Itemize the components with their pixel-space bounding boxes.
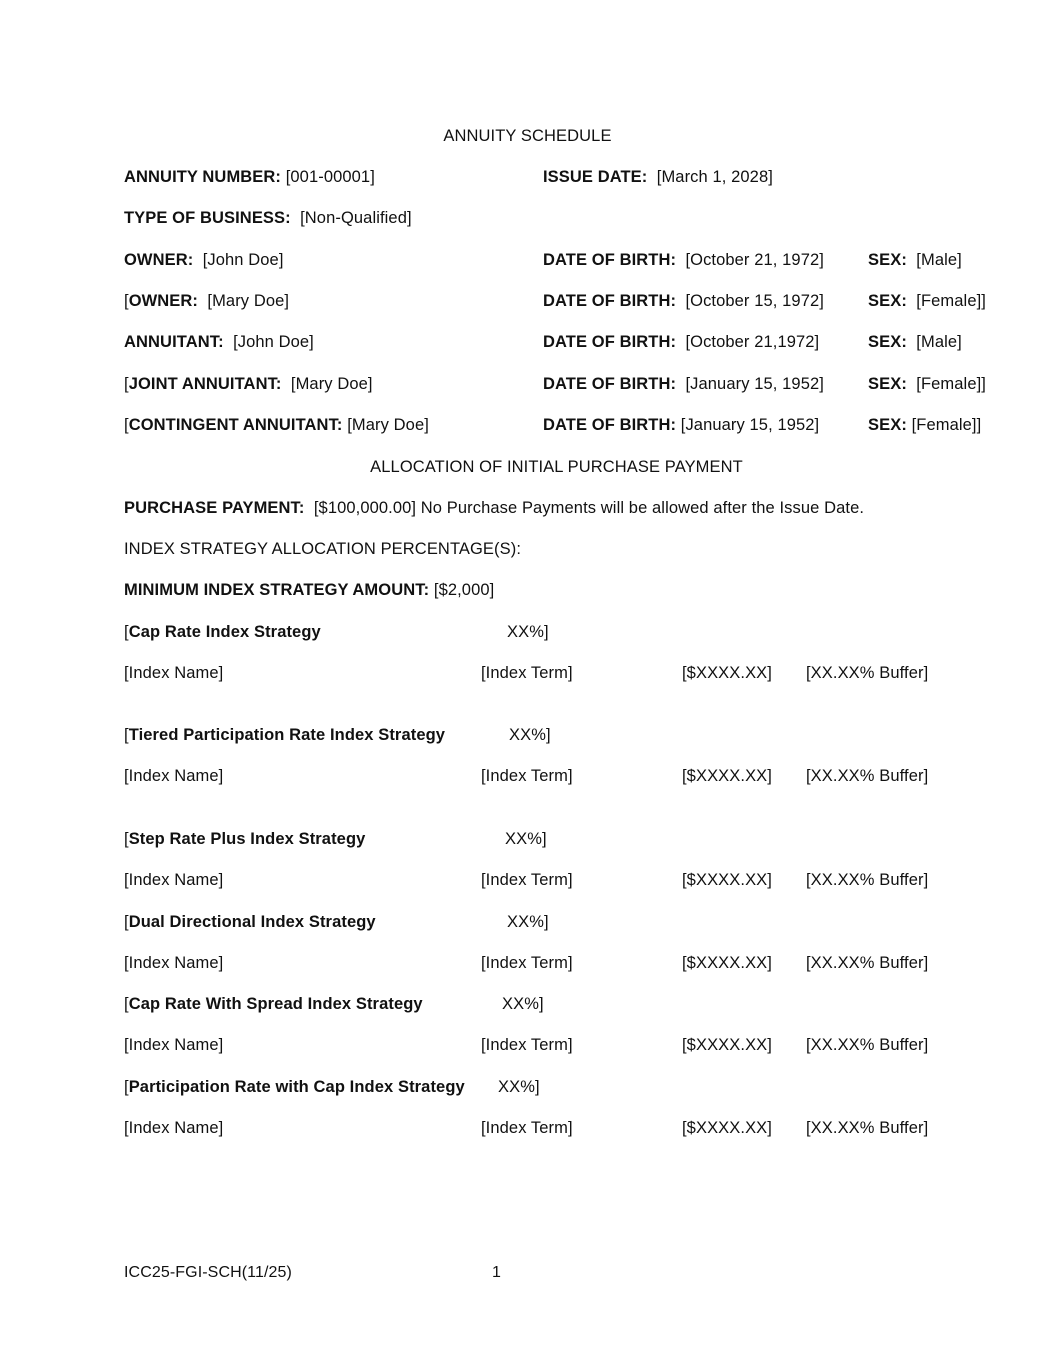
index-amount: [$XXXX.XX] [682, 664, 772, 682]
index-name: [Index Name] [124, 664, 224, 682]
party-name: [Mary Doe] [207, 292, 290, 310]
sex-label: SEX: [868, 333, 907, 351]
annuity-number-label: ANNUITY NUMBER: [124, 168, 282, 186]
sex-label: SEX: [868, 251, 907, 269]
strategy-name: Dual Directional Index Strategy [128, 913, 376, 931]
party-sex [868, 374, 986, 394]
party-sex [868, 291, 986, 311]
strategy-title [124, 912, 376, 932]
strategy-bracket: [ [124, 995, 129, 1013]
index-name: [Index Name] [124, 954, 224, 972]
dob-value: [October 15, 1972] [685, 292, 824, 310]
sex-label: SEX: [868, 292, 907, 310]
strategy-title [124, 725, 445, 745]
type-of-business-label: TYPE OF BUSINESS: [124, 209, 291, 227]
sex-value: [Male] [916, 333, 962, 351]
index-amount: [$XXXX.XX] [682, 954, 772, 972]
form-number: ICC25-FGI-SCH(11/25) [124, 1264, 292, 1281]
purchase-payment-label: PURCHASE PAYMENT: [124, 499, 305, 517]
sex-value: [Female]] [916, 292, 986, 310]
strategy-bracket: [ [124, 913, 129, 931]
strategy-percentage: XX%] [502, 995, 544, 1013]
party-row-annuitant [124, 332, 314, 352]
sex-value: [Female]] [916, 375, 986, 393]
index-name: [Index Name] [124, 871, 224, 889]
dob-label: DATE OF BIRTH: [543, 251, 677, 269]
sex-value: [Female]] [911, 416, 982, 434]
party-sex [868, 250, 962, 270]
annuity-number-row [124, 167, 375, 187]
index-amount: [$XXXX.XX] [682, 767, 772, 785]
strategy-percentage: XX%] [507, 623, 549, 641]
strategy-percentage: XX%] [509, 726, 551, 744]
strategy-bracket: [ [124, 1078, 129, 1096]
party-name: [Mary Doe] [347, 416, 429, 434]
page-title: ANNUITY SCHEDULE [443, 127, 612, 145]
party-row-contingent-annuitant [124, 415, 429, 435]
party-dob [543, 332, 819, 352]
party-bracket: [ [124, 416, 129, 434]
issue-date-value: [March 1, 2028] [656, 168, 773, 186]
purchase-payment-row [124, 498, 864, 518]
strategy-bracket: [ [124, 830, 129, 848]
party-bracket: [ [124, 292, 129, 310]
purchase-payment-value: [$100,000.00] [313, 499, 417, 517]
index-amount: [$XXXX.XX] [682, 1119, 772, 1137]
annuity-number-value: [001-00001] [285, 168, 375, 186]
strategy-title [124, 1077, 465, 1097]
party-row-joint-owner [124, 291, 289, 311]
dob-value: [October 21,1972] [685, 333, 820, 351]
index-name: [Index Name] [124, 1036, 224, 1054]
party-row-owner [124, 250, 284, 270]
issue-date-label: ISSUE DATE: [543, 168, 648, 186]
party-dob [543, 250, 824, 270]
minimum-index-strategy-row [124, 580, 494, 600]
index-buffer: [XX.XX% Buffer] [806, 871, 929, 889]
index-amount: [$XXXX.XX] [682, 871, 772, 889]
party-name: [John Doe] [233, 333, 314, 351]
index-term: [Index Term] [481, 767, 573, 785]
page-number: 1 [492, 1264, 501, 1281]
party-name: [Mary Doe] [290, 375, 373, 393]
party-sex [868, 332, 962, 352]
type-of-business-value: [Non-Qualified] [300, 209, 412, 227]
dob-label: DATE OF BIRTH: [543, 416, 677, 434]
dob-value: [October 21, 1972] [685, 251, 824, 269]
strategy-title [124, 994, 423, 1014]
strategy-name: Tiered Participation Rate Index Strategy [128, 726, 446, 744]
party-dob [543, 374, 824, 394]
strategy-bracket: [ [124, 623, 129, 641]
strategy-title [124, 829, 365, 849]
party-label: ANNUITANT: [124, 333, 224, 351]
dob-label: DATE OF BIRTH: [543, 292, 677, 310]
strategy-name: Cap Rate With Spread Index Strategy [128, 995, 423, 1013]
dob-value: [January 15, 1952] [680, 416, 820, 434]
strategy-name: Step Rate Plus Index Strategy [128, 830, 366, 848]
strategy-bracket: [ [124, 726, 129, 744]
index-amount: [$XXXX.XX] [682, 1036, 772, 1054]
strategy-name: Participation Rate with Cap Index Strategy [128, 1078, 465, 1096]
party-bracket: [ [124, 375, 129, 393]
index-term: [Index Term] [481, 1036, 573, 1054]
index-name: [Index Name] [124, 767, 224, 785]
party-label: OWNER: [128, 292, 199, 310]
party-sex [868, 415, 981, 435]
type-of-business-row [124, 208, 412, 228]
party-dob [543, 291, 824, 311]
party-name: [John Doe] [202, 251, 284, 269]
index-buffer: [XX.XX% Buffer] [806, 954, 929, 972]
strategy-title [124, 622, 321, 642]
strategy-percentage: XX%] [507, 913, 549, 931]
dob-label: DATE OF BIRTH: [543, 375, 677, 393]
sex-label: SEX: [868, 416, 907, 434]
purchase-payment-note: No Purchase Payments will be allowed after the Issue Date. [420, 499, 865, 517]
minimum-index-strategy-label: MINIMUM INDEX STRATEGY AMOUNT: [124, 581, 430, 599]
index-buffer: [XX.XX% Buffer] [806, 767, 929, 785]
strategy-name: Cap Rate Index Strategy [128, 623, 321, 641]
sex-value: [Male] [916, 251, 962, 269]
party-row-joint-annuitant [124, 374, 373, 394]
index-buffer: [XX.XX% Buffer] [806, 1036, 929, 1054]
dob-label: DATE OF BIRTH: [543, 333, 677, 351]
index-term: [Index Term] [481, 1119, 573, 1137]
strategy-percentage: XX%] [498, 1078, 540, 1096]
index-buffer: [XX.XX% Buffer] [806, 664, 929, 682]
strategy-percentage: XX%] [505, 830, 547, 848]
party-label: OWNER: [124, 251, 194, 269]
allocation-heading: ALLOCATION OF INITIAL PURCHASE PAYMENT [370, 458, 743, 476]
party-dob [543, 415, 819, 435]
index-term: [Index Term] [481, 871, 573, 889]
party-label: CONTINGENT ANNUITANT: [128, 416, 343, 434]
sex-label: SEX: [868, 375, 907, 393]
index-buffer: [XX.XX% Buffer] [806, 1119, 929, 1137]
issue-date-row [543, 167, 773, 187]
index-term: [Index Term] [481, 664, 573, 682]
index-strategy-allocation-label: INDEX STRATEGY ALLOCATION PERCENTAGE(S): [124, 540, 522, 558]
index-name: [Index Name] [124, 1119, 224, 1137]
party-label: JOINT ANNUITANT: [128, 375, 282, 393]
index-term: [Index Term] [481, 954, 573, 972]
dob-value: [January 15, 1952] [685, 375, 824, 393]
minimum-index-strategy-value: [$2,000] [433, 581, 495, 599]
